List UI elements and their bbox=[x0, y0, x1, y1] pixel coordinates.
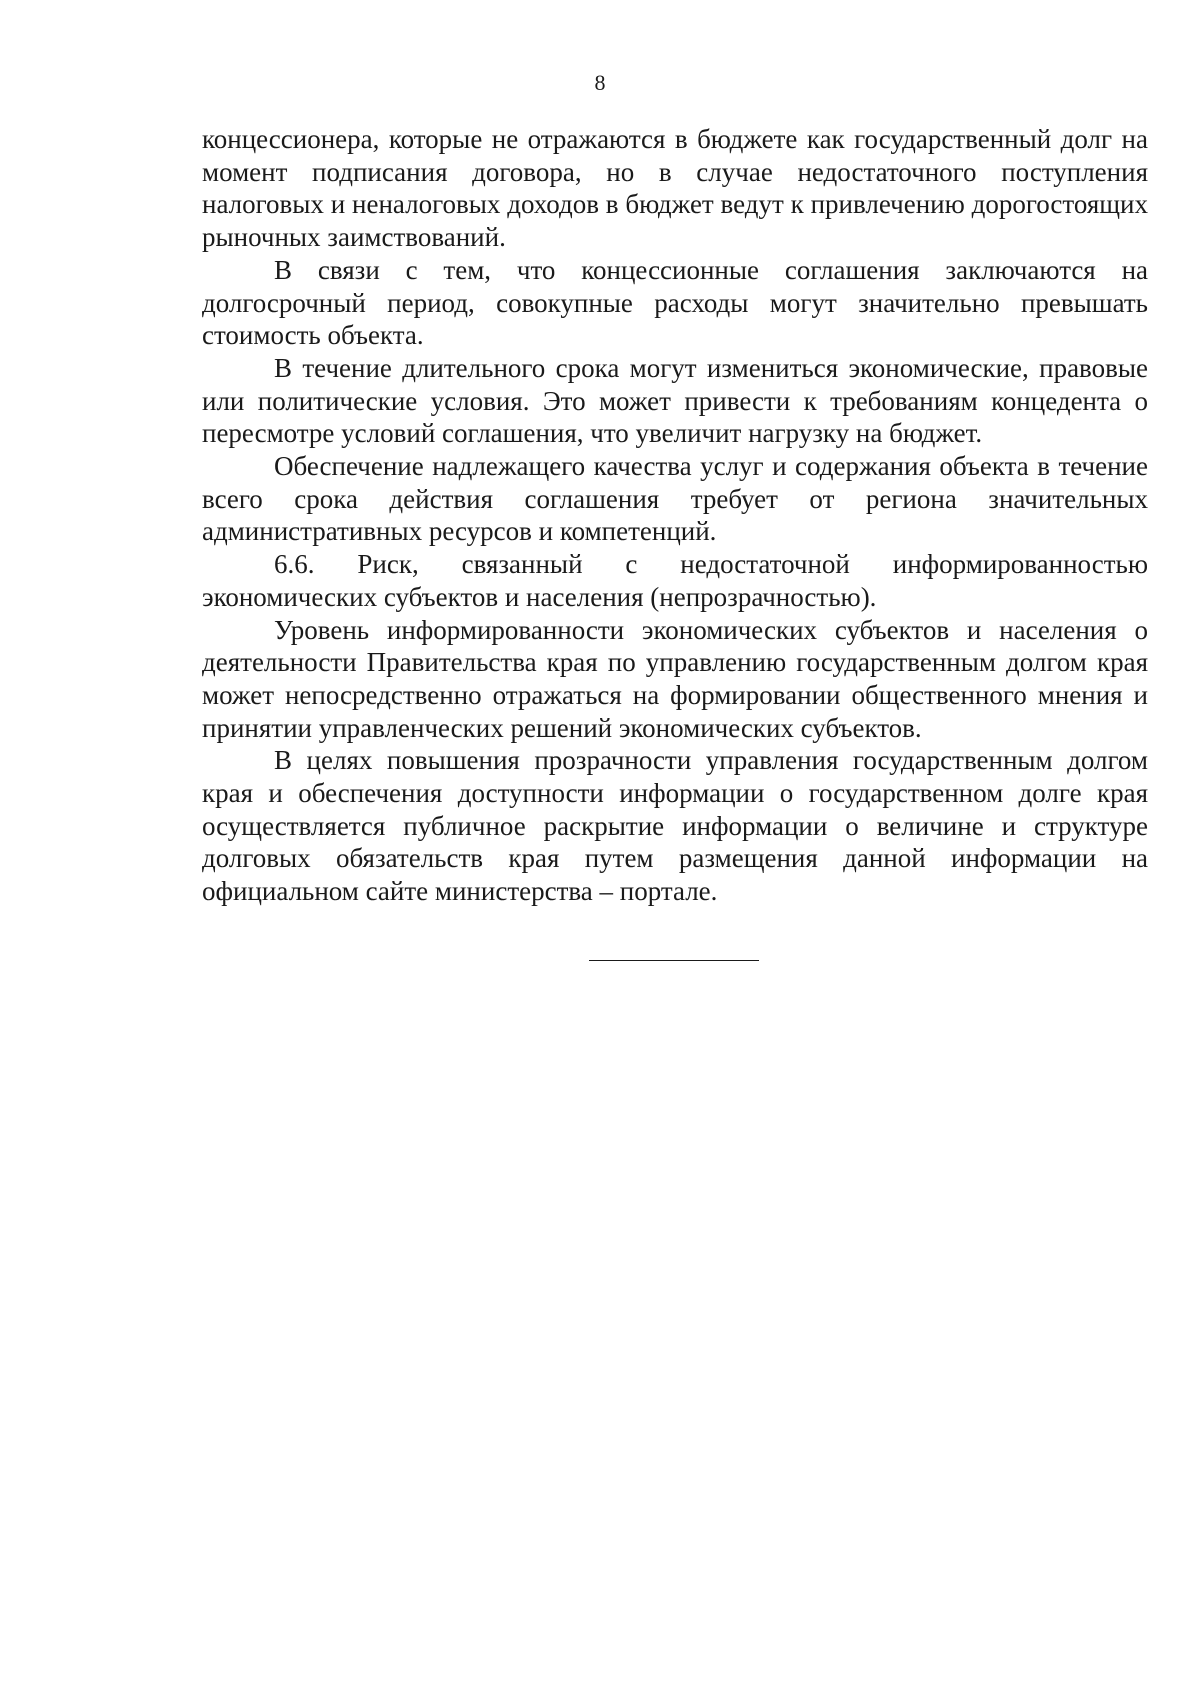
paragraph-long-term-costs: В связи с тем, что концессионные соглашения заключаются на долгосрочный период, совокупные расходы могут значительно превышать стоимость объекта. bbox=[202, 254, 1148, 351]
closing-divider-line bbox=[589, 960, 759, 961]
paragraph-continuation: концессионера, которые не отражаются в бюджете как государственный долг на момент подписания договора, но в случае недостаточного поступления налоговых и неналоговых доходов в бюджет ведут к привлечению дорогостоящих рыночных заимствований. bbox=[202, 124, 1148, 253]
paragraph-transparency: В целях повышения прозрачности управления государственным долгом края и обеспечения доступности информации о государственном долге края осуществляется публичное раскрытие информации о величине и структуре долговых обязательств края путем размещения данной информации на официальном сайте министерства – портале. bbox=[202, 745, 1148, 907]
page-number: 8 bbox=[594, 70, 606, 95]
document-body bbox=[202, 123, 1148, 908]
paragraph-changing-conditions: В течение длительного срока могут измениться экономические, правовые или политические условия. Это может привести к требованиям концедента о пересмотре условий соглашения, что увеличит нагрузку на бюджет. bbox=[202, 352, 1148, 449]
paragraph-service-quality: Обеспечение надлежащего качества услуг и содержания объекта в течение всего срока действия соглашения требует от региона значительных административных ресурсов и компетенций. bbox=[202, 451, 1148, 547]
section-heading-6-6: 6.6. Риск, связанный с недостаточной информированностью экономических субъектов и населения (непрозрачностью). bbox=[202, 549, 1148, 612]
paragraph-awareness-level: Уровень информированности экономических субъектов и населения о деятельности Правительства края по управлению государственным долгом края может непосредственно отражаться на формировании общественного мнения и принятии управленческих решений экономических субъектов. bbox=[202, 614, 1148, 743]
